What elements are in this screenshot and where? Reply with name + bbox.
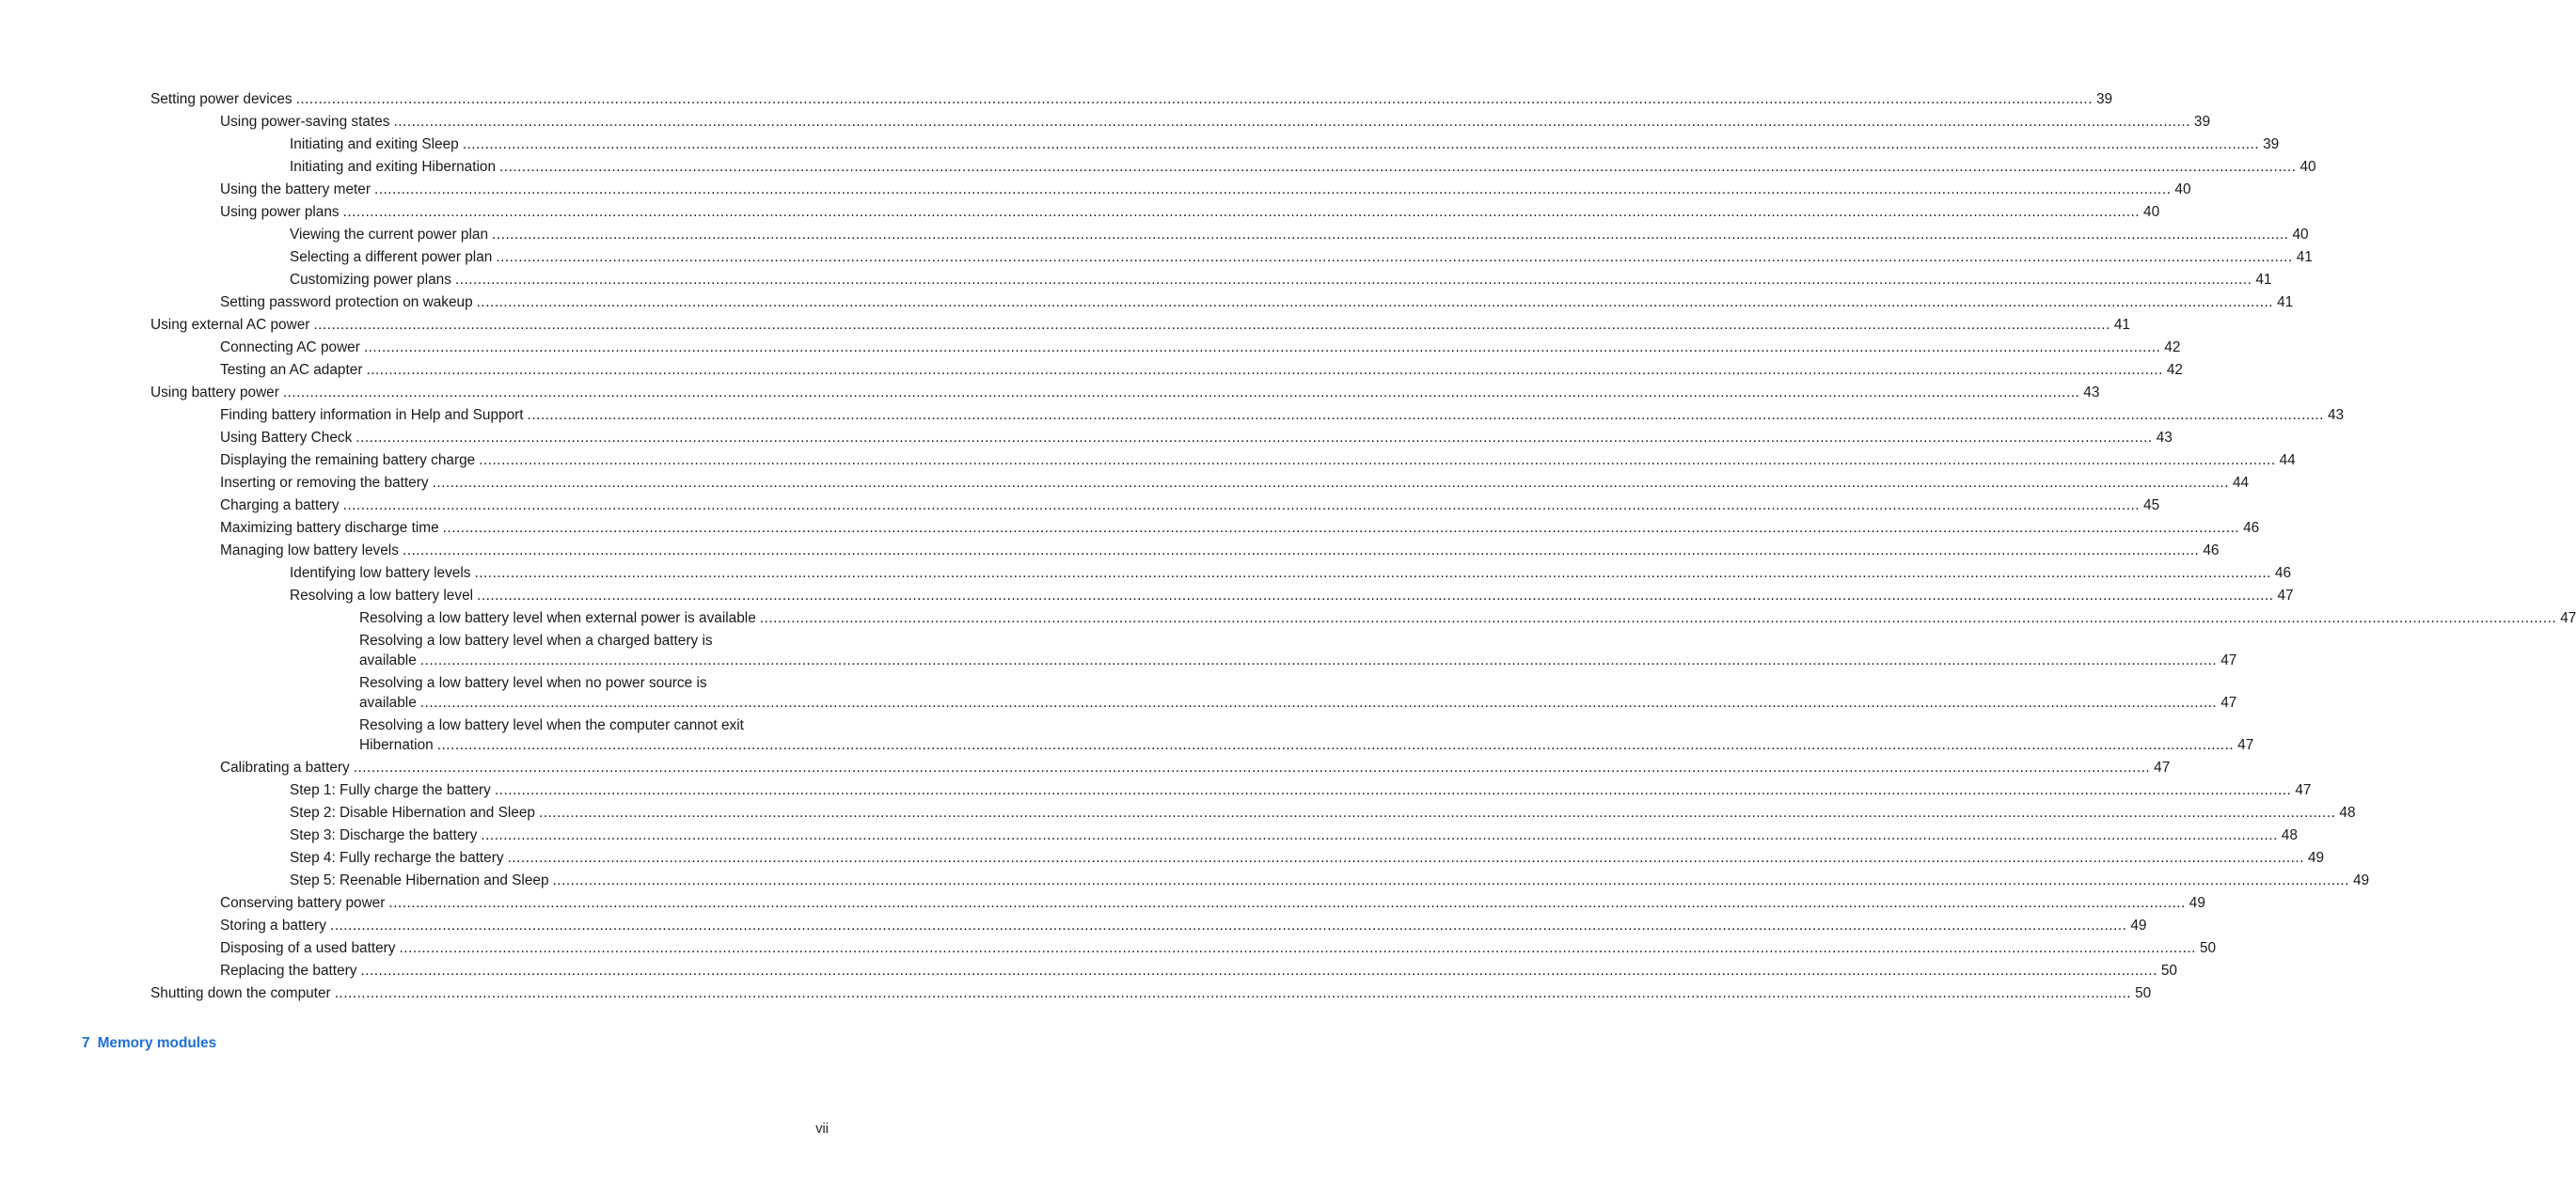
toc-entry[interactable] <box>0 915 2147 937</box>
toc-entry-title[interactable]: Using the battery meter <box>220 181 371 197</box>
dot-leader: ................................................................................................................................................................................................................................................................................................................................................................................................................ <box>538 805 2336 821</box>
toc-entry[interactable] <box>0 201 2160 224</box>
dot-leader: ................................................................................................................................................................................................................................................................................................................................................................................................................ <box>360 963 2157 979</box>
toc-entry-page-number[interactable]: 43 <box>2327 407 2345 423</box>
toc-entry[interactable] <box>0 672 2237 715</box>
toc-entry[interactable] <box>0 517 2260 540</box>
toc-entry-title[interactable]: Selecting a different power plan <box>290 249 493 265</box>
toc-entry-page-number[interactable]: 43 <box>2156 430 2173 446</box>
toc-entry-page-number[interactable]: 50 <box>2135 985 2152 1001</box>
dot-leader: ................................................................................................................................................................................................................................................................................................................................................................................................................ <box>481 827 2278 843</box>
toc-entry-line[interactable] <box>290 779 2312 802</box>
toc-entry-page-number[interactable]: 40 <box>2174 181 2191 197</box>
toc-entry-title[interactable]: Step 5: Reenable Hibernation and Sleep <box>290 872 549 888</box>
toc-entry-page-number[interactable]: 47 <box>2277 588 2294 604</box>
toc-entry[interactable] <box>0 134 2280 156</box>
toc-entry-line[interactable] <box>220 449 2296 472</box>
toc-entry-line[interactable] <box>220 960 2177 982</box>
toc-entry[interactable] <box>0 337 2181 359</box>
toc-entry-title[interactable]: Connecting AC power <box>220 339 360 355</box>
toc-entry-line[interactable] <box>290 585 2294 607</box>
dot-leader: ................................................................................................................................................................................................................................................................................................................................................................................................................ <box>436 737 2235 753</box>
toc-entry-page-number[interactable]: 40 <box>2299 159 2316 175</box>
toc-entry[interactable] <box>0 495 2160 517</box>
toc-entry-title[interactable]: Disposing of a used battery <box>220 940 396 956</box>
toc-entry-page-number[interactable]: 41 <box>2296 249 2313 265</box>
toc-entry[interactable] <box>0 870 2370 892</box>
dot-leader: ................................................................................................................................................................................................................................................................................................................................................................................................................ <box>419 695 2218 711</box>
toc-entry[interactable] <box>0 892 2205 915</box>
toc-entry-page-number[interactable]: 41 <box>2277 294 2294 310</box>
toc-entry-page-number[interactable]: 48 <box>2281 827 2298 843</box>
toc-entry[interactable] <box>0 982 2152 1005</box>
toc-entry-title[interactable]: Displaying the remaining battery charge <box>220 452 476 468</box>
toc-entry-page-number[interactable]: 47 <box>2154 760 2171 776</box>
toc-entry-title[interactable]: Resolving a low battery level <box>290 588 474 604</box>
toc-entry[interactable] <box>0 802 2356 825</box>
toc-entry-line[interactable] <box>290 562 2292 585</box>
toc-entry-line[interactable] <box>220 179 2191 201</box>
toc-entry-page-number[interactable]: 50 <box>2160 963 2177 979</box>
toc-entry-line[interactable] <box>220 540 2220 562</box>
toc-entry-title-continued[interactable]: available <box>359 652 417 668</box>
dot-leader: ................................................................................................................................................................................................................................................................................................................................................................................................................ <box>295 91 2093 107</box>
toc-entry-line[interactable] <box>359 692 2237 715</box>
toc-entry-title[interactable]: Viewing the current power plan <box>290 227 489 243</box>
toc-entry-page-number[interactable]: 50 <box>2199 940 2217 956</box>
toc-entry-title[interactable]: Step 2: Disable Hibernation and Sleep <box>290 805 535 821</box>
toc-entry[interactable] <box>0 825 2298 847</box>
toc-entry-line[interactable] <box>150 314 2130 337</box>
dot-leader: ................................................................................................................................................................................................................................................................................................................................................................................................................ <box>499 159 2297 175</box>
toc-entry-page-number[interactable]: 40 <box>2143 204 2160 220</box>
toc-entry-line[interactable] <box>220 892 2205 915</box>
toc-entry[interactable] <box>0 472 2250 495</box>
toc-entry-page-number[interactable]: 49 <box>2189 895 2205 911</box>
toc-entry-title[interactable]: Step 3: Discharge the battery <box>290 827 478 843</box>
toc-entry-title[interactable]: Shutting down the computer <box>150 985 331 1001</box>
dot-leader: ................................................................................................................................................................................................................................................................................................................................................................................................................ <box>476 294 2274 310</box>
toc-entry-page-number[interactable]: 43 <box>2083 385 2100 401</box>
toc-entry-page-number[interactable]: 49 <box>2307 850 2325 866</box>
dot-leader: ................................................................................................................................................................................................................................................................................................................................................................................................................ <box>282 385 2080 401</box>
toc-entry-page-number[interactable]: 46 <box>2243 520 2260 536</box>
toc-entry-line[interactable] <box>220 915 2147 937</box>
dot-leader: ................................................................................................................................................................................................................................................................................................................................................................................................................ <box>474 565 2271 581</box>
dot-leader: ................................................................................................................................................................................................................................................................................................................................................................................................................ <box>494 782 2292 798</box>
dot-leader: ................................................................................................................................................................................................................................................................................................................................................................................................................ <box>759 610 2557 626</box>
toc-entry-line[interactable] <box>359 607 2576 630</box>
toc-entry-title-continued[interactable]: Hibernation <box>359 737 434 753</box>
dot-leader: ................................................................................................................................................................................................................................................................................................................................................................................................................ <box>373 181 2172 197</box>
toc-entry-title[interactable]: Charging a battery <box>220 497 340 513</box>
toc-entry[interactable] <box>0 359 2183 382</box>
toc-entry[interactable] <box>0 630 2237 672</box>
toc-entry-page-number[interactable]: 46 <box>2274 565 2292 581</box>
toc-entry-title[interactable]: Using power-saving states <box>220 114 390 130</box>
toc-entry[interactable] <box>0 88 2113 111</box>
toc-entry[interactable] <box>0 427 2173 449</box>
toc-entry-title[interactable]: Inserting or removing the battery <box>220 475 429 491</box>
toc-entry[interactable] <box>0 585 2294 607</box>
toc-entry-line[interactable] <box>220 404 2345 427</box>
toc-entry[interactable] <box>0 314 2130 337</box>
toc-entry-title[interactable]: Setting power devices <box>150 91 292 107</box>
toc-entry-page-number[interactable]: 48 <box>2339 805 2356 821</box>
toc-entry[interactable] <box>0 847 2325 870</box>
toc-entry[interactable] <box>0 715 2254 757</box>
toc-entry-title[interactable]: Customizing power plans <box>290 272 451 288</box>
toc-entry[interactable] <box>0 449 2296 472</box>
toc-entry[interactable] <box>0 404 2345 427</box>
toc-entry-title[interactable]: Initiating and exiting Sleep <box>290 136 459 152</box>
toc-entry-title[interactable]: Testing an AC adapter <box>220 362 363 378</box>
toc-entry-line[interactable] <box>150 982 2152 1005</box>
toc-entry-title[interactable]: Replacing the battery <box>220 963 357 979</box>
dot-leader: ................................................................................................................................................................................................................................................................................................................................................................................................................ <box>462 136 2260 152</box>
toc-entry[interactable] <box>0 540 2220 562</box>
dot-leader: ................................................................................................................................................................................................................................................................................................................................................................................................................ <box>432 475 2229 491</box>
toc-entry[interactable] <box>0 562 2292 585</box>
toc-entry-line[interactable] <box>220 291 2294 314</box>
dot-leader: ................................................................................................................................................................................................................................................................................................................................................................................................................ <box>492 227 2289 243</box>
toc-entry-page-number[interactable]: 47 <box>2220 652 2237 668</box>
toc-entry-title[interactable]: Resolving a low battery level when no power source is <box>359 675 707 691</box>
dot-leader: ................................................................................................................................................................................................................................................................................................................................................................................................................ <box>329 918 2127 934</box>
toc-entry-title[interactable]: Step 1: Fully charge the battery <box>290 782 491 798</box>
toc-entry-title[interactable]: Resolving a low battery level when a charged battery is <box>359 633 713 649</box>
toc-entry-page-number[interactable]: 46 <box>2203 542 2220 558</box>
toc-entry-page-number[interactable]: 39 <box>2193 114 2211 130</box>
dot-leader: ................................................................................................................................................................................................................................................................................................................................................................................................................ <box>334 985 2132 1001</box>
toc-entry-page-number[interactable]: 41 <box>2113 317 2130 333</box>
chapter-title[interactable]: Memory modules <box>97 1035 217 1051</box>
toc-entry-line[interactable] <box>220 517 2260 540</box>
toc-entry-page-number[interactable]: 42 <box>2166 362 2183 378</box>
toc-entry[interactable] <box>0 960 2177 982</box>
dot-leader: ................................................................................................................................................................................................................................................................................................................................................................................................................ <box>479 452 2276 468</box>
toc-entry-title[interactable]: Resolving a low battery level when external power is available <box>359 610 756 626</box>
toc-entry[interactable] <box>0 179 2191 201</box>
toc-entry-page-number[interactable]: 39 <box>2263 136 2280 152</box>
dot-leader: ................................................................................................................................................................................................................................................................................................................................................................................................................ <box>363 339 2161 355</box>
toc-entry-line[interactable] <box>220 201 2160 224</box>
toc-entry-line[interactable] <box>290 870 2370 892</box>
toc-entry[interactable] <box>0 156 2316 179</box>
dot-leader: ................................................................................................................................................................................................................................................................................................................................................................................................................ <box>552 872 2349 888</box>
toc-entry-title[interactable]: Setting password protection on wakeup <box>220 294 473 310</box>
toc-entry-page-number[interactable]: 49 <box>2352 872 2370 888</box>
dot-leader: ................................................................................................................................................................................................................................................................................................................................................................................................................ <box>527 407 2324 423</box>
toc-entry-line[interactable] <box>290 246 2313 269</box>
toc-entry[interactable] <box>0 937 2217 960</box>
dot-leader: ................................................................................................................................................................................................................................................................................................................................................................................................................ <box>402 542 2200 558</box>
toc-entry[interactable] <box>0 111 2211 134</box>
toc-entry-title[interactable]: Step 4: Fully recharge the battery <box>290 850 504 866</box>
toc-entry-line[interactable] <box>150 382 2100 404</box>
toc-entry[interactable] <box>0 269 2272 291</box>
toc-entry-title[interactable]: Identifying low battery levels <box>290 565 471 581</box>
toc-entry[interactable] <box>0 291 2294 314</box>
toc-entry-line[interactable] <box>220 937 2217 960</box>
dot-leader: ................................................................................................................................................................................................................................................................................................................................................................................................................ <box>477 588 2274 604</box>
toc-entry-title[interactable]: Using external AC power <box>150 317 310 333</box>
toc-entry-title[interactable]: Calibrating a battery <box>220 760 350 776</box>
toc-entry-title[interactable]: Initiating and exiting Hibernation <box>290 159 497 175</box>
toc-entry-title[interactable]: Storing a battery <box>220 918 326 934</box>
toc-entry-page-number[interactable]: 40 <box>2292 227 2309 243</box>
table-of-contents <box>0 88 2576 1005</box>
toc-entry-page-number[interactable]: 47 <box>2237 737 2254 753</box>
dot-leader: ................................................................................................................................................................................................................................................................................................................................................................................................................ <box>507 850 2304 866</box>
toc-entry-page-number[interactable]: 45 <box>2143 497 2160 513</box>
dot-leader: ................................................................................................................................................................................................................................................................................................................................................................................................................ <box>342 204 2141 220</box>
toc-entry-line[interactable] <box>290 825 2298 847</box>
page-number: vii <box>815 1122 829 1137</box>
toc-entry-line[interactable] <box>220 111 2211 134</box>
toc-entry-page-number[interactable]: 42 <box>2164 339 2181 355</box>
toc-entry-title[interactable]: Finding battery information in Help and Support <box>220 407 524 423</box>
toc-entry-page-number[interactable]: 49 <box>2130 918 2147 934</box>
toc-entry-line[interactable] <box>220 359 2183 382</box>
toc-entry-page-number[interactable]: 47 <box>2295 782 2312 798</box>
toc-entry-page-number[interactable]: 39 <box>2096 91 2113 107</box>
toc-entry-line[interactable] <box>220 427 2173 449</box>
toc-entry-title[interactable]: Maximizing battery discharge time <box>220 520 439 536</box>
toc-entry[interactable] <box>0 382 2100 404</box>
dot-leader: ................................................................................................................................................................................................................................................................................................................................................................................................................ <box>342 497 2141 513</box>
toc-entry[interactable] <box>0 607 2576 630</box>
toc-entry-title[interactable]: Using power plans <box>220 204 340 220</box>
toc-entry-title[interactable]: Using battery power <box>150 385 279 401</box>
dot-leader: ................................................................................................................................................................................................................................................................................................................................................................................................................ <box>388 895 2186 911</box>
toc-entry-line[interactable] <box>220 495 2160 517</box>
toc-entry-line[interactable] <box>359 650 2237 672</box>
toc-entry-line[interactable] <box>290 269 2272 291</box>
toc-entry-line[interactable] <box>290 224 2309 246</box>
toc-entry-title[interactable]: Managing low battery levels <box>220 542 399 558</box>
toc-entry-line[interactable] <box>220 337 2181 359</box>
toc-entry[interactable] <box>0 779 2312 802</box>
toc-entry[interactable] <box>0 757 2171 779</box>
toc-entry-title[interactable]: Using Battery Check <box>220 430 353 446</box>
chapter-heading-link[interactable] <box>82 1035 216 1052</box>
toc-entry[interactable] <box>0 224 2309 246</box>
toc-entry-page-number[interactable]: 41 <box>2255 272 2272 288</box>
dot-leader: ................................................................................................................................................................................................................................................................................................................................................................................................................ <box>442 520 2240 536</box>
toc-entry-line[interactable] <box>290 802 2356 825</box>
toc-entry-line[interactable] <box>290 134 2280 156</box>
toc-entry-line[interactable] <box>290 847 2325 870</box>
dot-leader: ................................................................................................................................................................................................................................................................................................................................................................................................................ <box>353 760 2151 776</box>
dot-leader: ................................................................................................................................................................................................................................................................................................................................................................................................................ <box>366 362 2163 378</box>
toc-entry-line[interactable] <box>359 734 2254 757</box>
dot-leader: ................................................................................................................................................................................................................................................................................................................................................................................................................ <box>496 249 2293 265</box>
dot-leader: ................................................................................................................................................................................................................................................................................................................................................................................................................ <box>419 652 2218 668</box>
toc-entry-title[interactable]: Conserving battery power <box>220 895 386 911</box>
toc-entry-page-number[interactable]: 44 <box>2279 452 2296 468</box>
dot-leader: ................................................................................................................................................................................................................................................................................................................................................................................................................ <box>313 317 2110 333</box>
dot-leader: ................................................................................................................................................................................................................................................................................................................................................................................................................ <box>399 940 2196 956</box>
toc-entry-title[interactable]: Resolving a low battery level when the computer cannot exit <box>359 717 744 733</box>
toc-entry-line[interactable] <box>220 472 2250 495</box>
toc-entry-line[interactable] <box>150 88 2113 111</box>
toc-entry[interactable] <box>0 246 2313 269</box>
toc-entry-page-number[interactable]: 44 <box>2233 475 2250 491</box>
toc-entry-line[interactable] <box>290 156 2316 179</box>
dot-leader: ................................................................................................................................................................................................................................................................................................................................................................................................................ <box>356 430 2153 446</box>
toc-entry-page-number[interactable]: 47 <box>2560 610 2576 626</box>
dot-leader: ................................................................................................................................................................................................................................................................................................................................................................................................................ <box>393 114 2190 130</box>
toc-entry-line[interactable] <box>220 757 2171 779</box>
dot-leader: ................................................................................................................................................................................................................................................................................................................................................................................................................ <box>454 272 2252 288</box>
toc-entry-title-continued[interactable]: available <box>359 695 417 711</box>
toc-entry-page-number[interactable]: 47 <box>2220 695 2237 711</box>
chapter-number[interactable]: 7 <box>82 1035 90 1051</box>
